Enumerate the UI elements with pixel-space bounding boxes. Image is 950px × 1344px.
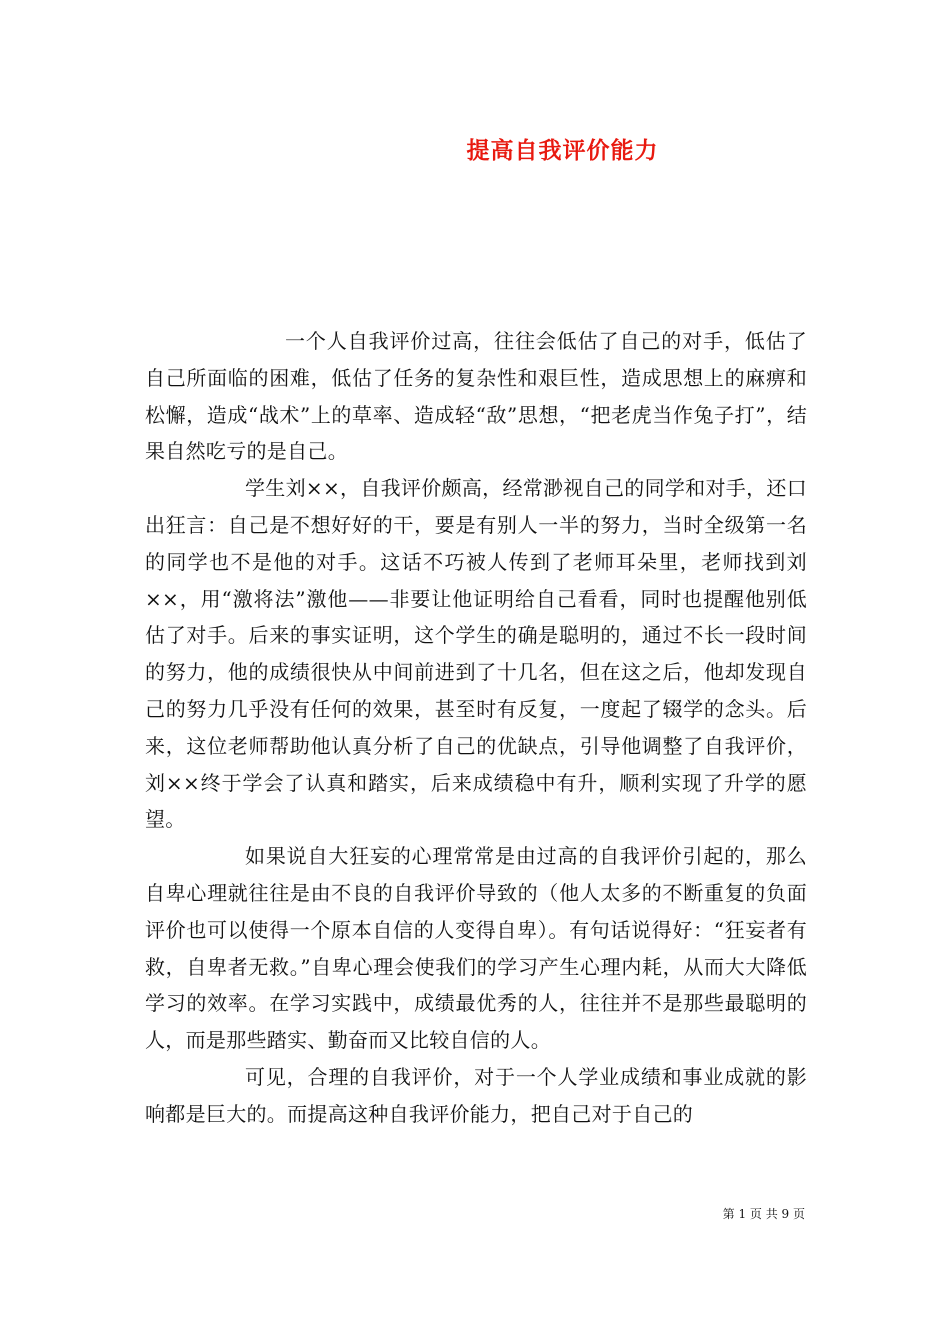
page-number-footer: 第 1 页 共 9 页: [722, 1207, 805, 1221]
paragraph-1: 一个人自我评价过高，往往会低估了自己的对手，低估了自己所面临的困难，低估了任务的复杂性和艰巨性，造成思想上的麻痹和松懈，造成“战术”上的草率、造成轻“敌”思想，“把老虎当作兔子打”，结果自然吃亏的是自己。: [145, 329, 807, 464]
document-title: 提高自我评价能力: [466, 137, 659, 164]
paragraph-3: 如果说自大狂妄的心理常常是由过高的自我评价引起的，那么自卑心理就往往是由不良的自我评价导致的（他人太多的不断重复的负面评价也可以使得一个原本自信的人变得自卑）。有句话说得好：“狂妄者有救，自卑者无救。”自卑心理会使我们的学习产生心理内耗，从而大大降低学习的效率。在学习实践中，成绩最优秀的人，往往并不是那些最聪明的人，而是那些踏实、勤奋而又比较自信的人。: [145, 844, 807, 1053]
paragraph-2: 学生刘××，自我评价颇高，经常渺视自己的同学和对手，还口出狂言：自己是不想好好的干，要是有别人一半的努力，当时全级第一名的同学也不是他的对手。这话不巧被人传到了老师耳朵里，老师找到刘××，用“激将法”激他——非要让他证明给自己看看，同时也提醒他别低估了对手。后来的事实证明，这个学生的确是聪明的，通过不长一段时间的努力，他的成绩很快从中间前进到了十几名，但在这之后，他却发现自己的努力几乎没有任何的效果，甚至时有反复，一度起了辍学的念头。后来，这位老师帮助他认真分析了自己的优缺点，引导他调整了自我评价，刘××终于学会了认真和踏实，后来成绩稳中有升，顺利实现了升学的愿望。: [145, 476, 807, 832]
document-body: [145, 323, 807, 1133]
paragraph-4: 可见，合理的自我评价，对于一个人学业成绩和事业成就的影响都是巨大的。而提高这种自我评价能力，把自己对于自己的: [145, 1064, 807, 1126]
